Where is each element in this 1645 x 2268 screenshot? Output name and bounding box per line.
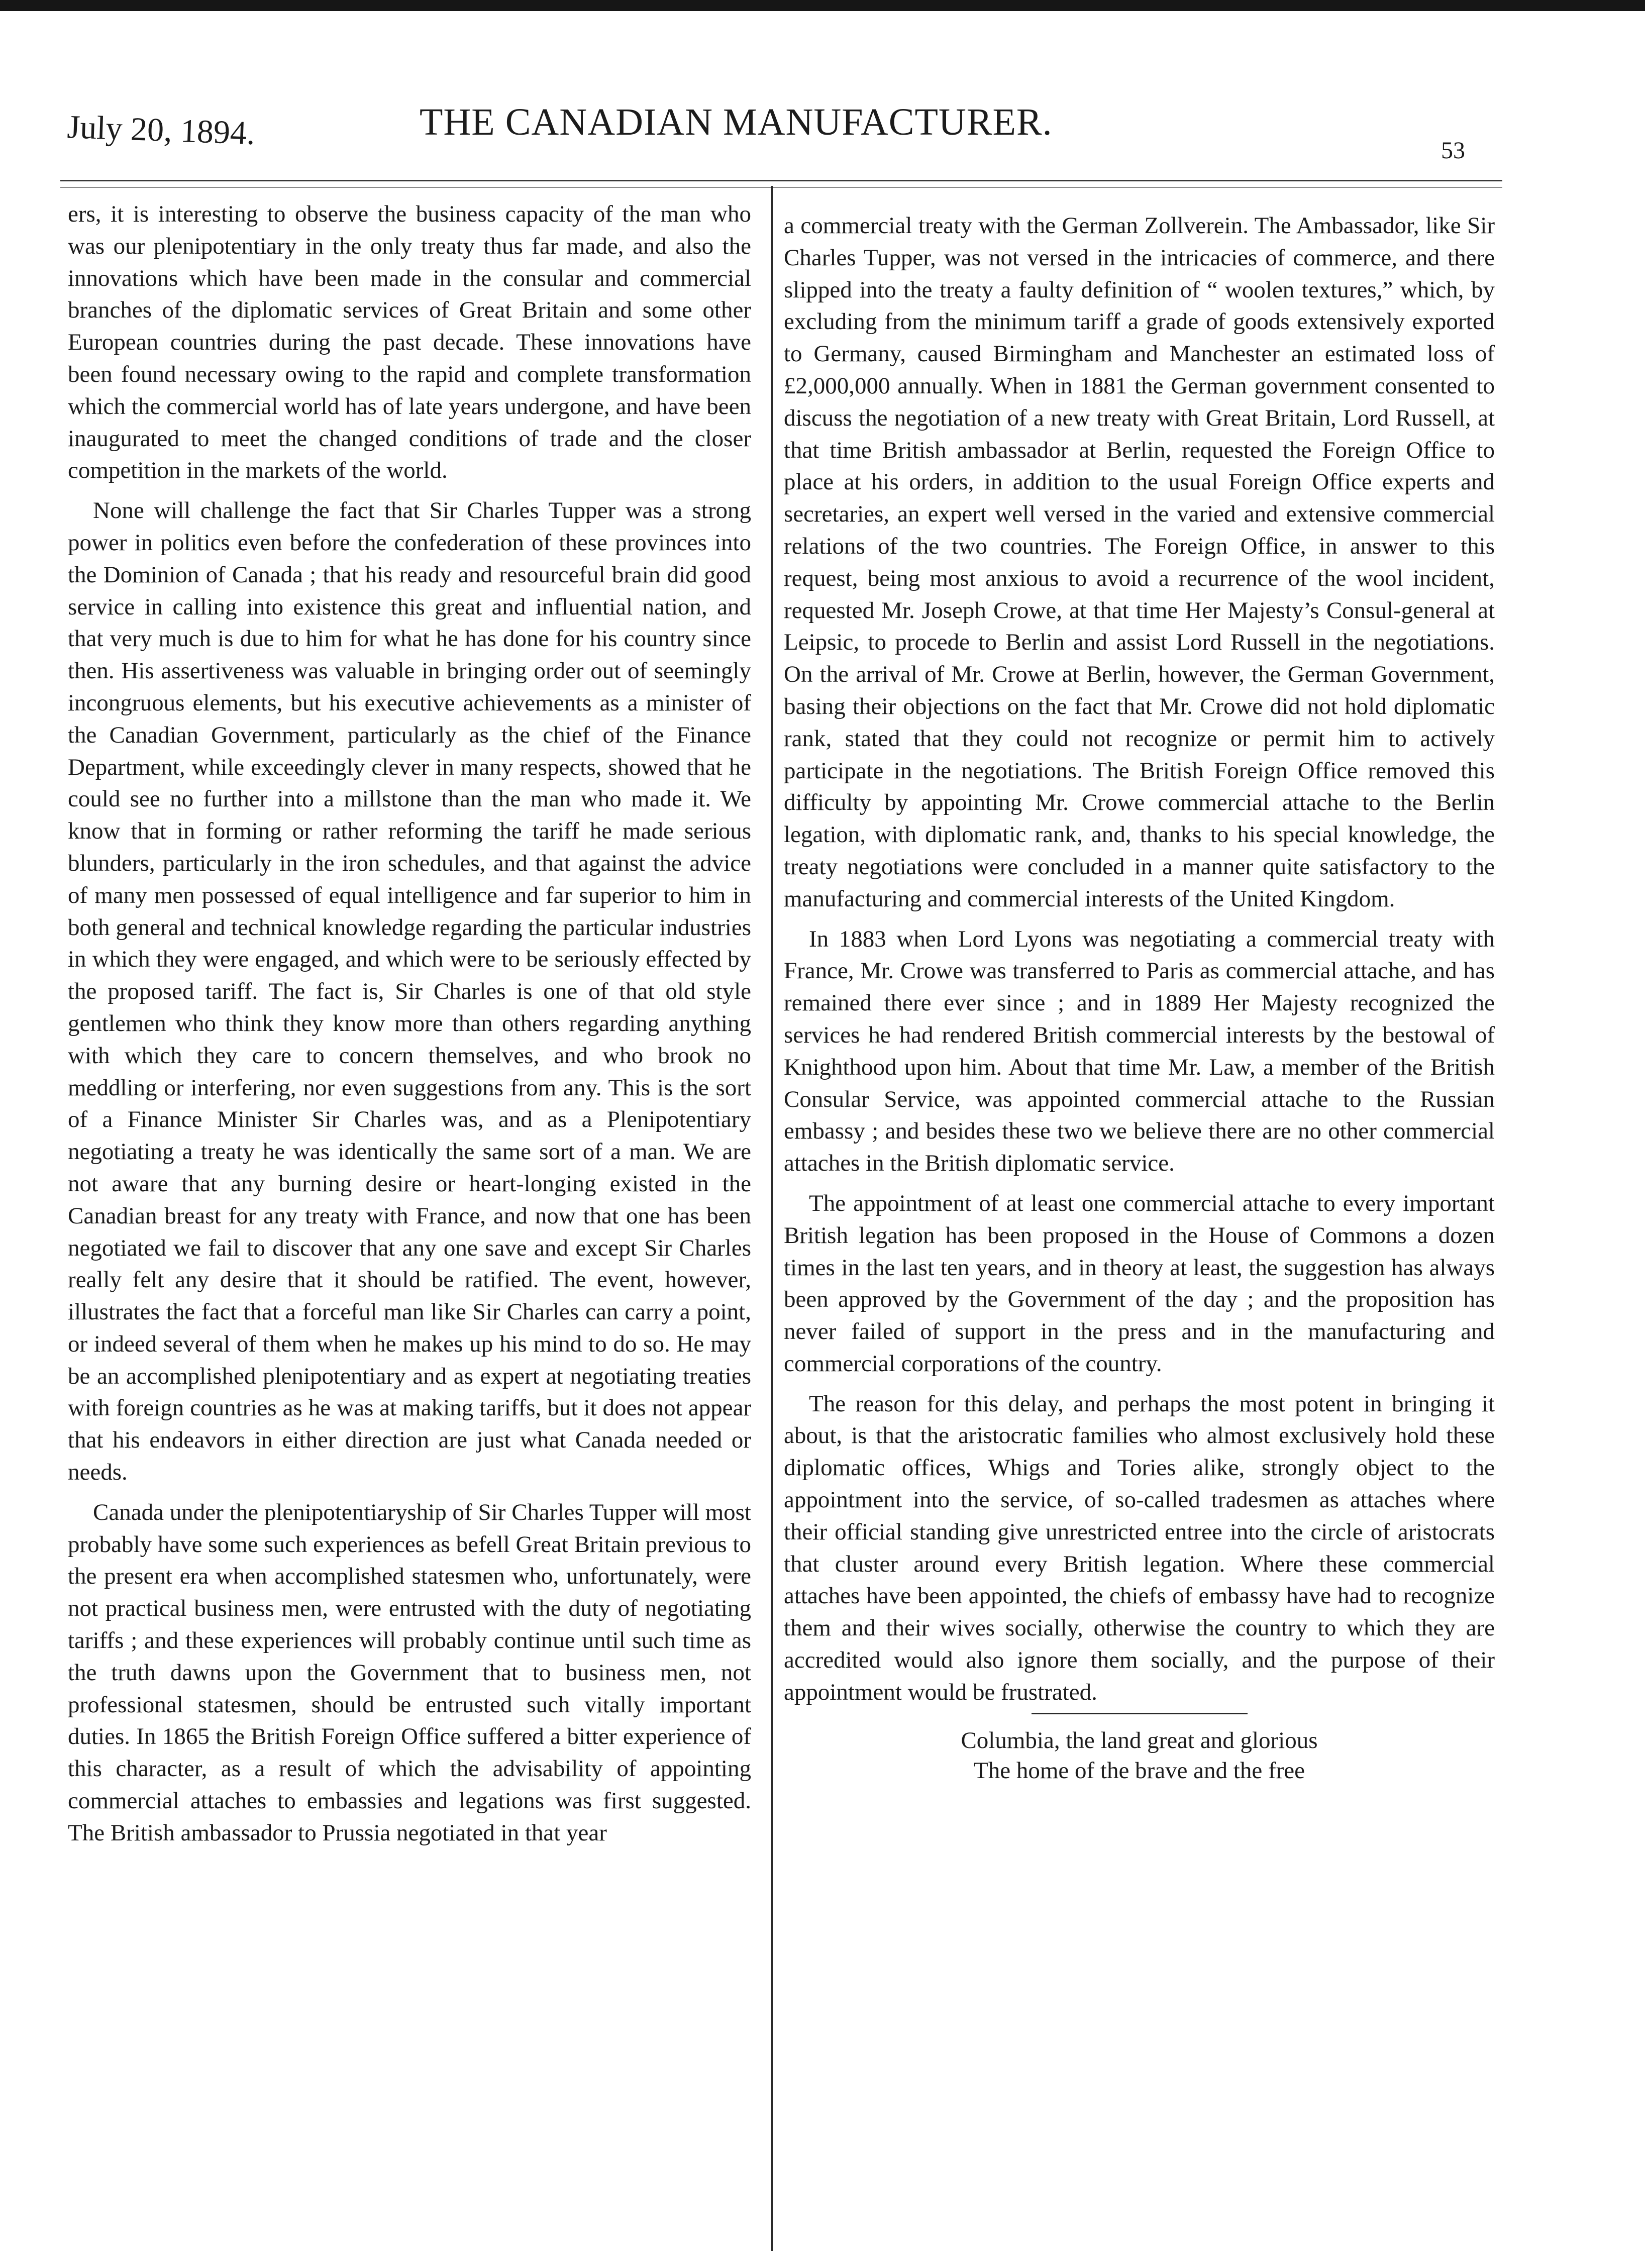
verse-line: Columbia, the land great and glorious [961,1727,1318,1754]
scan-top-edge [0,0,1645,11]
paragraph: ers, it is interesting to observe the business capacity of the man who was our plenipotentiary in the only treaty thus far made, and also the innovations which have been made in the consular and commercial branches of the diplomatic services of Great Britain and some other European countries during the past decade. These innovations have been found necessary owing to the rapid and complete transformation which the commercial world has of late years undergone, and have been inaugurated to meet the changed conditions of trade and the closer competition in the markets of the world. [68,201,751,484]
left-column [68,198,751,1849]
paragraph: Canada under the plenipotentiaryship of Sir Charles Tupper will most probably have some such experiences as befell Great Britain previous to the present era when accomplished statesmen who, unfortunately, were not practical business men, were entrusted with the duty of negotiating tariffs ; and these experiences will probably continue until such time as the truth dawns upon the Government that to business men, not professional statesmen, should be entrusted such vitally important duties. In 1865 the British Foreign Office suffered a bitter experience of this character, as a result of which the advisability of appointing commercial attaches to embassies and legations was first suggested. The British ambassador to Prussia negotiated in that year [68,1499,751,1846]
paragraph: a commercial treaty with the German Zollverein. The Ambassador, like Sir Charles Tupper, was not versed in the intricacies of commerce, and there slipped into the treaty a faulty definition of “ woolen textures,” which, by excluding from the minimum tariff a grade of goods extensively exported to Germany, caused Birmingham and Manchester an estimated loss of £2,000,000 annually. When in 1881 the German government consented to discuss the negotiation of a new treaty with Great Britain, Lord Russell, at that time British ambassador at Berlin, requested the Foreign Office to place at his orders, in addition to the usual Foreign Office experts and secretaries, an expert well versed in the varied and extensive commercial relations of the two countries. The Foreign Office, in answer to this request, being most anxious to avoid a recurrence of the wool incident, requested Mr. Joseph Crowe, at that time Her Majesty’s Consul-general at Leipsic, to procede to Berlin and assist Lord Russell in the negotiations. On the arrival of Mr. Crowe at Berlin, however, the German Government, basing their objections on the fact that Mr. Crowe did not hold diplomatic rank, stated that they could not recognize or permit him to actively participate in the negotiations. The British Foreign Office removed this difficulty by appointing Mr. Crowe commercial attache to the Berlin legation, with diplomatic rank, and, thanks to his special knowledge, the treaty negotiations were concluded in a manner quite satisfactory to the manufacturing and commercial interests of the United Kingdom. [784,213,1495,912]
masthead-title: THE CANADIAN MANUFACTURER. [420,101,1053,143]
paragraph: The reason for this delay, and perhaps the most potent in bringing it about, is that the aristocratic families who almost exclusively hold these diplomatic offices, Whigs and Tories alike, strongly object to the appointment into the service, of so-called tradesmen as attaches where their official standing give unrestricted entree into the circle of aristocrats that cluster around every British legation. Where these commercial attaches have been appointed, the chiefs of embassy have had to recognize them and their wives socially, otherwise the country to which they are accredited would also ignore them socially, and the purpose of their appointment would be frustrated. [784,1390,1495,1705]
paragraph: In 1883 when Lord Lyons was negotiating a commercial treaty with France, Mr. Crowe was transferred to Paris as commercial attache, and has remained there ever since ; and in 1889 Her Majesty recognized the services he had rendered British commercial interests by the bestowal of Knighthood upon him. About that time Mr. Law, a member of the British Consular Service, was appointed commercial attache to the Russian embassy ; and besides these two we believe there are no other commercial attaches in the British diplomatic service. [784,925,1495,1177]
paragraph: None will challenge the fact that Sir Charles Tupper was a strong power in politics even before the confederation of these provinces into the Dominion of Canada ; that his ready and resourceful brain did good service in calling into existence this great and influential nation, and that very much is due to him for what he has done for his country since then. His assertiveness was valuable in bringing order out of seemingly incongruous elements, but his executive achievements as a minister of the Canadian Government, particularly as the chief of the Finance Department, while exceedingly clever in many respects, showed that he could see no further into a millstone than the man who made it. We know that in forming or rather reforming the tariff he made serious blunders, particularly in the iron schedules, and that against the advice of many men possessed of equal intelligence and far superior to him in both general and technical knowledge regarding the particular industries in which they were engaged, and which were to be seriously effected by the proposed tariff. The fact is, Sir Charles is one of that old style gentlemen who think they know more than others regarding anything with which they care to concern themselves, and who brook no meddling or interfering, nor even suggestions from any. This is the sort of a Finance Minister Sir Charles was, and as a Plenipotentiary negotiating a treaty he was identically the same sort of a man. We are not aware that any burning desire or heart-longing existed in the Canadian breast for any treaty with France, and now that one has been negotiated we fail to discover that any one save and except Sir Charles really felt any desire that it should be ratified. The event, however, illustrates the fact that a forceful man like Sir Charles can carry a point, or indeed several of them when he makes up his mind to do so. He may be an accomplished plenipotentiary and as expert at negotiating treaties with foreign countries as he was at making tariffs, but it does not appear that his endeavors in either direction are just what Canada needed or needs. [68,497,751,1486]
page-number: 53 [1441,137,1465,164]
header-rule-thin [60,187,1502,188]
right-column [784,210,1495,1786]
column-divider [771,186,773,2251]
issue-date: July 20, 1894. [66,108,256,152]
section-rule [1032,1713,1248,1714]
verse [784,1725,1495,1786]
header-rule [60,180,1502,181]
paragraph: The appointment of at least one commercial attache to every important British legation has been proposed in the House of Commons a dozen times in the last ten years, and in theory at least, the suggestion has always been approved by the Government of the day ; and the proposition has never failed of support in the press and in the manufacturing and commercial corporations of the country. [784,1190,1495,1377]
verse-line: The home of the brave and the free [974,1757,1305,1784]
